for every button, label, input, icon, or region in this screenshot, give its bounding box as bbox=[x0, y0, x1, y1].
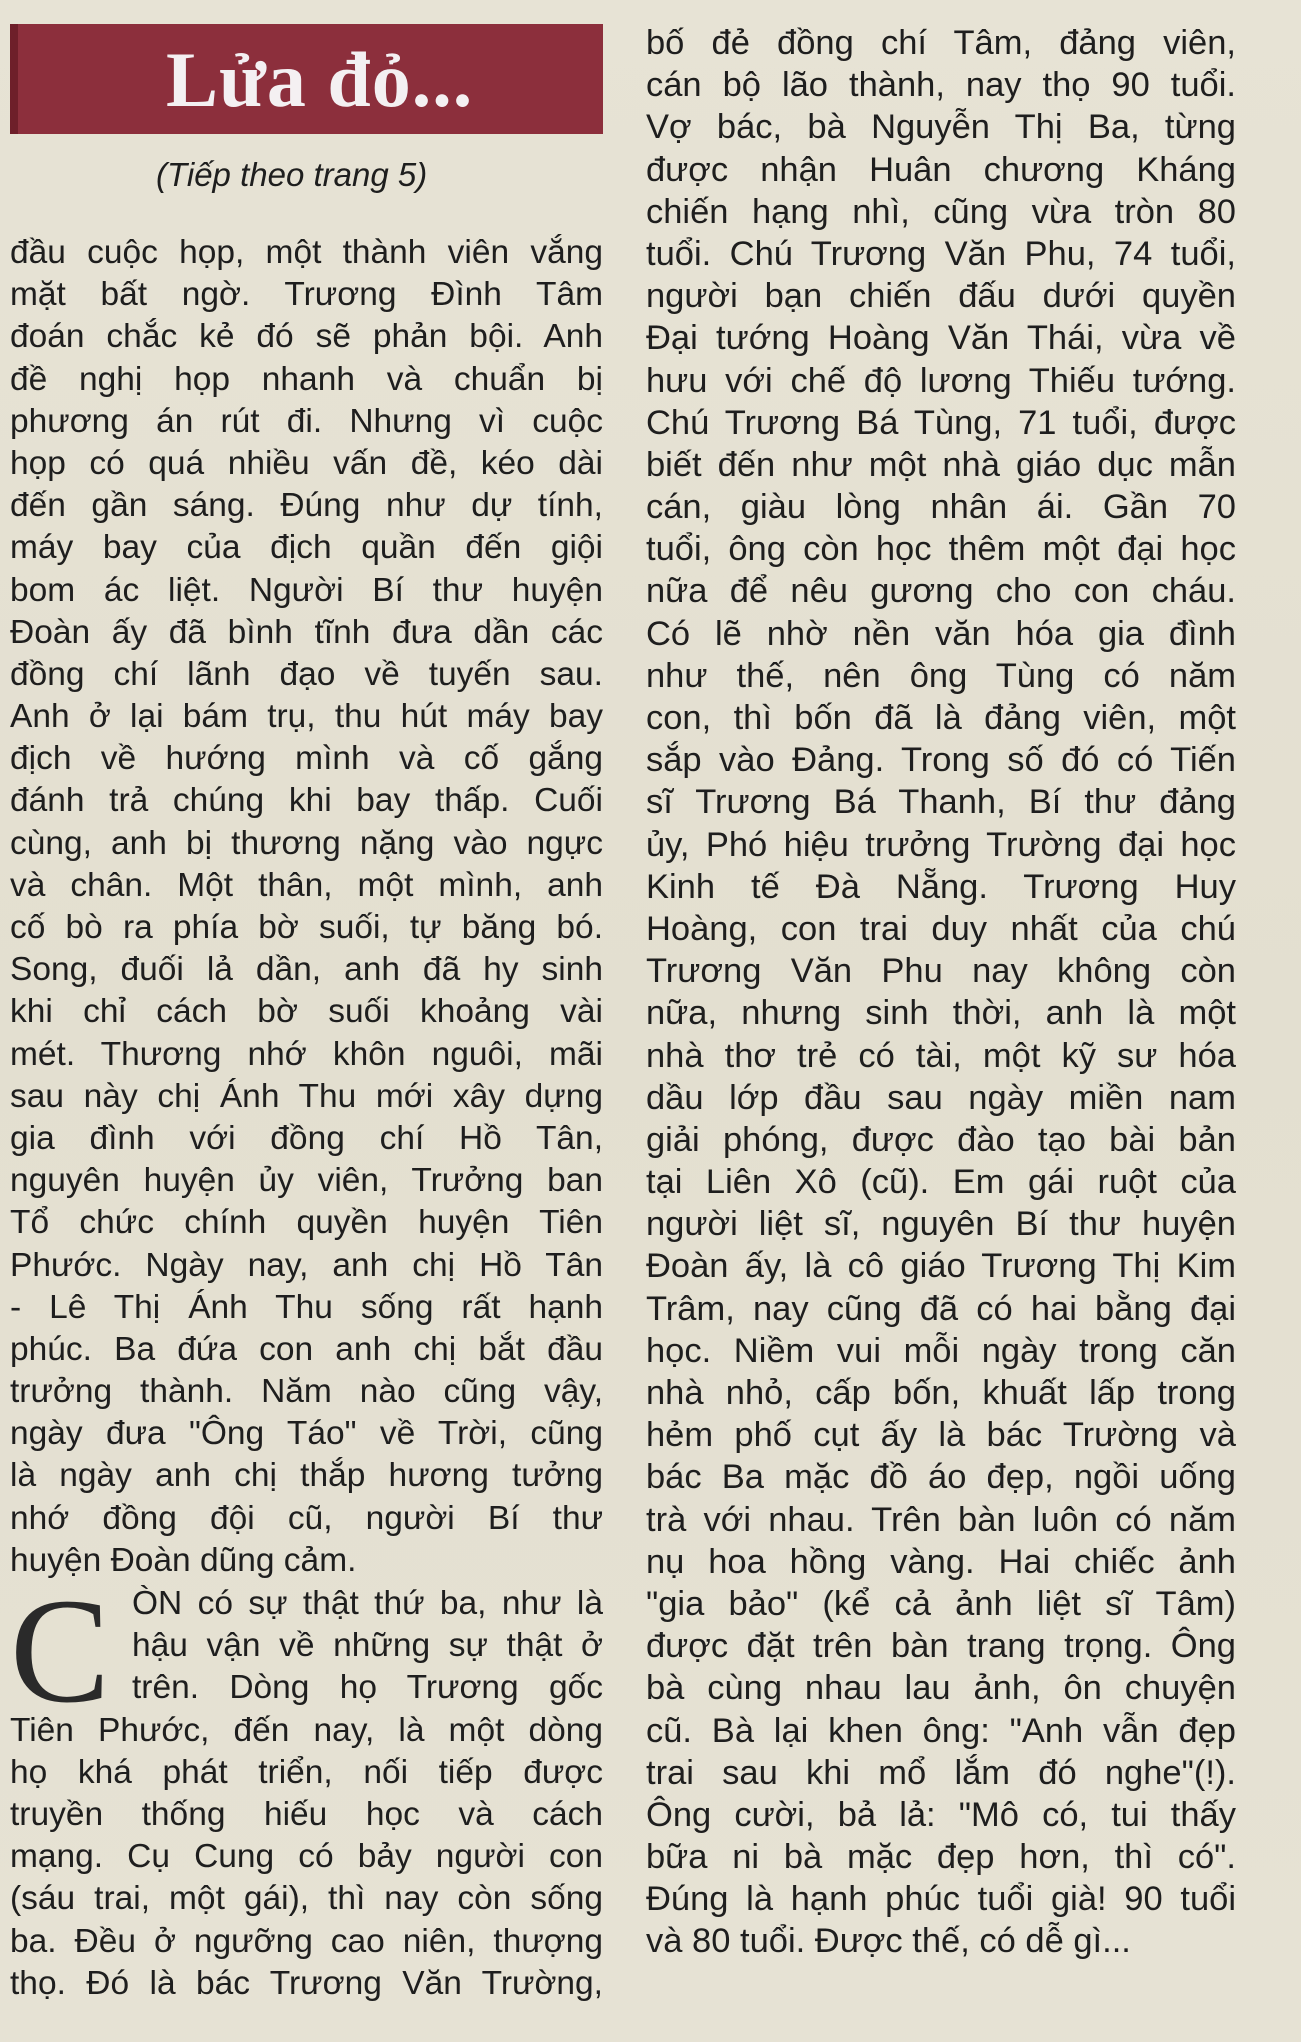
text-line: cán, giàu lòng nhân ái. Gần 70 bbox=[646, 488, 1236, 527]
text-line: Phước. Ngày nay, anh chị Hồ Tân bbox=[10, 1246, 603, 1284]
text-line: dầu lớp đầu sau ngày miền nam bbox=[646, 1078, 1236, 1117]
text-line: - Lê Thị Ánh Thu sống rất hạnh bbox=[10, 1288, 603, 1326]
text-line: Song, đuối lả dần, anh đã hy sinh bbox=[10, 951, 603, 989]
text-line: Kinh tế Đà Nẵng. Trương Huy bbox=[646, 867, 1236, 906]
text-line: trai sau khi mổ lắm đó nghe"(!). bbox=[646, 1753, 1236, 1792]
text-line: họ khá phát triển, nối tiếp được bbox=[10, 1753, 603, 1791]
text-line: biết đến như một nhà giáo dục mẫn bbox=[646, 445, 1236, 484]
text-line: nguyên huyện ủy viên, Trưởng ban bbox=[10, 1162, 603, 1200]
text-line: trà với nhau. Trên bàn luôn có năm bbox=[646, 1500, 1236, 1539]
text-line: ÒN có sự thật thứ ba, như là bbox=[132, 1585, 603, 1622]
text-line: nụ hoa hồng vàng. Hai chiếc ảnh bbox=[646, 1542, 1236, 1581]
text-line: tuổi, ông còn học thêm một đại học bbox=[646, 530, 1236, 569]
text-line: Đại tướng Hoàng Văn Thái, vừa về bbox=[646, 319, 1236, 358]
text-line: Anh ở lại bám trụ, thu hút máy bay bbox=[10, 698, 603, 736]
text-line: Có lẽ nhờ nền văn hóa gia đình bbox=[646, 614, 1236, 653]
text-line: Trương Văn Phu nay không còn bbox=[646, 952, 1236, 991]
right-paragraph bbox=[646, 22, 1236, 1963]
text-line: bữa ni bà mặc đẹp hơn, thì có". bbox=[646, 1838, 1236, 1877]
text-line: Đoàn ấy đã bình tĩnh đưa dần các bbox=[10, 613, 603, 651]
text-line: nhà thơ trẻ có tài, một kỹ sư hóa bbox=[646, 1036, 1236, 1075]
text-line: bố đẻ đồng chí Tâm, đảng viên, bbox=[646, 24, 1236, 62]
text-line: cố bò ra phía bờ suối, tự băng bó. bbox=[10, 909, 603, 946]
text-line: bom ác liệt. Người Bí thư huyện bbox=[10, 571, 603, 609]
continued-from-note: (Tiếp theo trang 5) bbox=[156, 156, 428, 193]
text-line: phúc. Ba đứa con anh chị bắt đầu bbox=[10, 1330, 603, 1368]
drop-cap-letter: C bbox=[10, 1568, 111, 1734]
text-line: máy bay của địch quần đến giội bbox=[10, 529, 603, 567]
text-line: đầu cuộc họp, một thành viên vắng bbox=[10, 234, 603, 271]
text-line: Vợ bác, bà Nguyễn Thị Ba, từng bbox=[646, 108, 1236, 147]
text-line: Tổ chức chính quyền huyện Tiên bbox=[10, 1204, 603, 1242]
text-line: tuổi. Chú Trương Văn Phu, 74 tuổi, bbox=[646, 234, 1236, 273]
text-line: thọ. Đó là bác Trương Văn Trường, bbox=[10, 1964, 603, 2002]
paragraph-2-lines bbox=[10, 1568, 603, 2005]
text-line: hẻm phố cụt ấy là bác Trường và bbox=[646, 1416, 1236, 1455]
text-line: đánh trả chúng khi bay thấp. Cuối bbox=[10, 782, 603, 820]
text-line: mét. Thương nhớ khôn nguôi, mãi bbox=[10, 1035, 603, 1073]
text-line: hưu với chế độ lương Thiếu tướng. bbox=[646, 361, 1236, 400]
text-line: ba. Đều ở ngưỡng cao niên, thượng bbox=[10, 1922, 603, 1960]
text-line: mặt bất ngờ. Trương Đình Tâm bbox=[10, 276, 603, 314]
text-line: gia đình với đồng chí Hồ Tân, bbox=[10, 1119, 603, 1157]
text-line: tại Liên Xô (cũ). Em gái ruột của bbox=[646, 1163, 1236, 1202]
text-line: trên. Dòng họ Trương gốc bbox=[132, 1669, 603, 1707]
text-line: bác Ba mặc đồ áo đẹp, ngồi uống bbox=[646, 1458, 1236, 1497]
text-line: sĩ Trương Bá Thanh, Bí thư đảng bbox=[646, 783, 1236, 822]
text-line: ngày đưa "Ông Táo" về Trời, cũng bbox=[10, 1415, 603, 1453]
text-line: đồng chí lãnh đạo về tuyến sau. bbox=[10, 655, 603, 693]
text-line: hậu vận về những sự thật ở bbox=[132, 1627, 603, 1665]
text-line: Tiên Phước, đến nay, là một dòng bbox=[10, 1711, 603, 1749]
text-line: học. Niềm vui mỗi ngày trong căn bbox=[646, 1331, 1236, 1370]
text-line: như thế, nên ông Tùng có năm bbox=[646, 656, 1236, 695]
text-line: chiến hạng nhì, cũng vừa tròn 80 bbox=[646, 192, 1236, 231]
text-line: đến gần sáng. Đúng như dự tính, bbox=[10, 487, 603, 525]
text-line: Đúng là hạnh phúc tuổi già! 90 tuổi bbox=[646, 1880, 1236, 1919]
text-line: con, thì bốn đã là đảng viên, một bbox=[646, 699, 1236, 737]
text-line: trưởng thành. Năm nào cũng vậy, bbox=[10, 1373, 603, 1411]
text-line: khi chỉ cách bờ suối khoảng vài bbox=[10, 993, 603, 1031]
text-line: được nhận Huân chương Kháng bbox=[646, 150, 1236, 189]
text-line: người bạn chiến đấu dưới quyền bbox=[646, 277, 1236, 316]
text-line: nữa để nêu gương cho con cháu. bbox=[646, 572, 1236, 611]
text-line: bà cùng nhau lau ảnh, ôn chuyện bbox=[646, 1669, 1236, 1708]
text-line: người liệt sĩ, nguyên Bí thư huyện bbox=[646, 1205, 1236, 1244]
text-line: đề nghị họp nhanh và chuẩn bị bbox=[10, 360, 603, 398]
text-line: (sáu trai, một gái), thì nay còn sống bbox=[10, 1880, 603, 1918]
text-line: và chân. Một thân, một mình, anh bbox=[10, 866, 603, 904]
text-line: Đoàn ấy, là cô giáo Trương Thị Kim bbox=[646, 1247, 1236, 1286]
text-line: nhớ đồng đội cũ, người Bí thư bbox=[10, 1499, 603, 1537]
text-line: và 80 tuổi. Được thế, có dễ gì... bbox=[646, 1922, 1131, 1961]
text-line: cũ. Bà lại khen ông: "Anh vẫn đẹp bbox=[646, 1711, 1236, 1750]
title-banner bbox=[10, 24, 603, 134]
text-line: là ngày anh chị thắp hương tưởng bbox=[10, 1457, 603, 1495]
text-line: "gia bảo" (kể cả ảnh liệt sĩ Tâm) bbox=[646, 1584, 1236, 1623]
text-line: cán bộ lão thành, nay thọ 90 tuổi. bbox=[646, 66, 1236, 105]
text-line: Chú Trương Bá Tùng, 71 tuổi, được bbox=[646, 403, 1236, 442]
text-line: sau này chị Ánh Thu mới xây dựng bbox=[10, 1077, 603, 1115]
text-line: địch về hướng mình và cố gắng bbox=[10, 740, 603, 778]
text-line: giải phóng, được đào tạo bài bản bbox=[646, 1120, 1236, 1159]
left-paragraph-1 bbox=[10, 232, 603, 1582]
text-line: nhà nhỏ, cấp bốn, khuất lấp trong bbox=[646, 1374, 1236, 1412]
text-line: Trâm, nay cũng đã có hai bằng đại bbox=[646, 1289, 1236, 1328]
text-line: huyện Đoàn dũng cảm. bbox=[10, 1541, 357, 1579]
text-line: Ông cười, bả lả: "Mô có, tui thấy bbox=[646, 1795, 1236, 1834]
text-line: ủy, Phó hiệu trưởng Trường đại học bbox=[646, 825, 1236, 864]
text-line: đoán chắc kẻ đó sẽ phản bội. Anh bbox=[10, 318, 603, 356]
text-line: nữa, nhưng sinh thời, anh là một bbox=[646, 994, 1236, 1033]
text-line: Hoàng, con trai duy nhất của chú bbox=[646, 909, 1236, 948]
text-line: mạng. Cụ Cung có bảy người con bbox=[10, 1838, 603, 1876]
text-line: được đặt trên bàn trang trọng. Ông bbox=[646, 1627, 1236, 1666]
text-line: sắp vào Đảng. Trong số đó có Tiến bbox=[646, 741, 1236, 780]
text-line: họp có quá nhiều vấn đề, kéo dài bbox=[10, 444, 603, 482]
text-line: phương án rút đi. Nhưng vì cuộc bbox=[10, 402, 603, 440]
article-title: Lửa đỏ... bbox=[166, 36, 474, 123]
text-line: truyền thống hiếu học và cách bbox=[10, 1795, 603, 1833]
text-line: cùng, anh bị thương nặng vào ngực bbox=[10, 824, 603, 862]
